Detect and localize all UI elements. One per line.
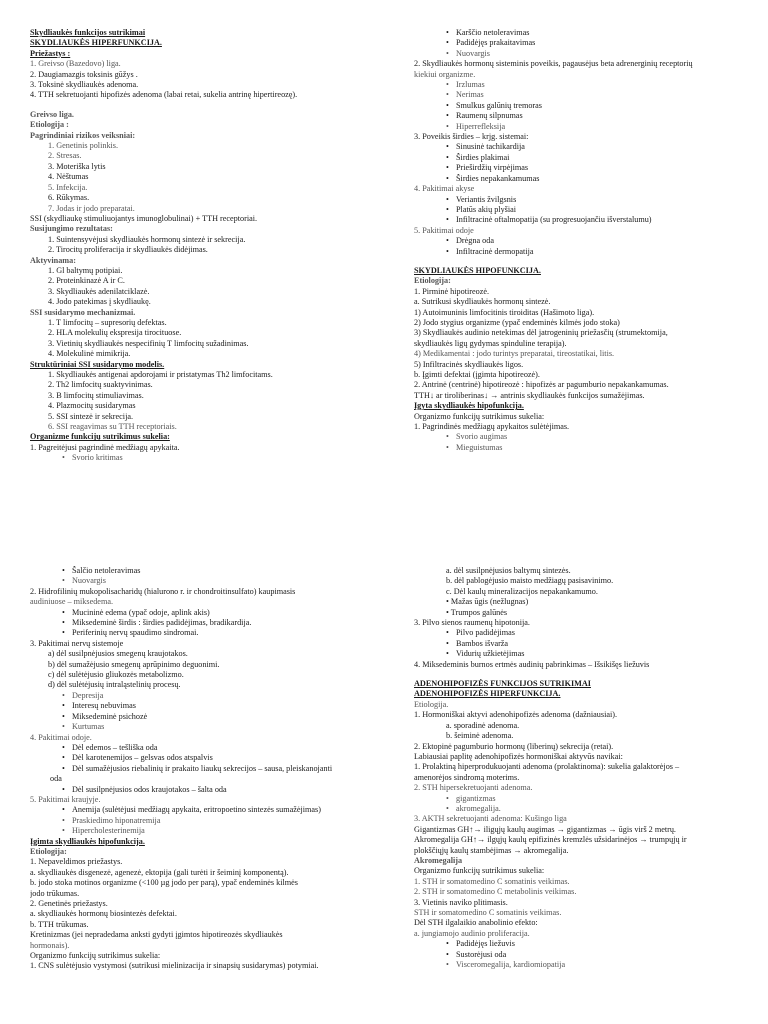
section-heading: ADENOHIPOFIZĖS FUNKCIJOS SUTRIKIMAI [414,679,591,689]
text-line: c. Dėl kaulų mineralizacijos nepakankamumo. [446,586,598,596]
text-line: 4. TTH sekretuojanti hipofizės adenoma (labai retai, sukelia antrinę hipertireozę). [30,90,298,100]
text-line: d) dėl sulėtėjusių intraląstelinių procesų. [48,680,181,690]
text-line: jodo trūkumas. [30,888,80,898]
bullet-item: • Karščio netoleravimas [414,28,768,38]
section-heading: SKYDLIAUKĖS HIPOFUNKCIJA. [414,265,541,275]
text-line: a. Sutrikusi skydliaukės hormonų sintezė. [414,297,551,307]
text-line: 1. Prolaktiną hiperprodukuojanti adenoma (prolaktinoma): sukelia galaktorėjos – [414,762,680,772]
text-line: 2. Th2 limfocitų suaktyvinimas. [48,380,153,390]
text-line: 1. Skydliaukės antigenai apdorojami ir pristatymas Th2 limfocitams. [48,370,273,379]
text-line: c) dėl sulėtėjusio gliukozės metabolizmo. [48,670,184,680]
bullet-item: • Infiltracinė oftalmopatija (su progresuojančiu išverstalumu) [414,215,768,225]
section-heading: Skydliaukės funkcijos sutrikimai [30,28,146,37]
text-line: 3. Moteriška lytis [48,161,106,171]
text-line: 5. SSI sintezė ir sekrecija. [48,411,134,421]
bullet-item: • Nuovargis [30,576,400,586]
bullet-item: • Mucininė edema (ypač odoje, aplink akis) [30,608,400,618]
bullet-item: • Nerimas [414,90,768,100]
bullet-item: • Širdies plakimai [414,153,768,163]
text-line: 3. Vietinių skydliaukės nespecifinių T limfocitų sužadinimas. [48,338,249,348]
bullet-item: • Vidurių užkietėjimas [414,649,768,659]
text-line: 2. STH ir somatomedino C metabolinis veikimas. [414,887,577,897]
section-heading: Akromegalija [414,855,463,865]
section-heading: Greivso liga. [30,109,74,119]
bullet-item: • Miksedeminė psichozė [30,712,400,722]
text-line: Organizmo funkcijų sutrikimus sukelia: [414,411,545,421]
section-heading: Organizme funkcijų sutrikimus sukelia: [30,432,170,442]
text-line: 1. CNS sulėtėjusio vystymosi (sutrikusi mielinizacija ir sinapsių susidarymas) potymiai. [30,961,319,971]
text-line: TTH↓ ar tiroliberinas↓ → antrinis skydliaukės funkcijos sumažėjimas. [414,390,645,400]
text-line: 4. Miksedeminis burnos ertmės audinių pabrinkimas – Išsikišęs liežuvis [414,659,650,669]
bullet-item: • Šalčio netoleravimas [30,566,400,576]
text-line: 4. Molekulinė mimikrija. [48,349,131,359]
text-line: 2) Jodo stygius organizme (ypač endeminės kilmės jodo stoka) [414,317,620,327]
bullet-item: • Svorio kritimas [30,453,400,463]
text-line: 1. Genetinis polinkis. [48,141,119,151]
text-line: a. dėl susilpnėjusios baltymų sintezės. [446,566,571,575]
text-line: 5. Pakitimai odoje [414,225,474,235]
text-line: 3. AKTH sekretuojanti adenoma: Kušingo liga [414,814,567,824]
text-line: a. skydliaukės disgenezė, agenezė, ektopija (gali turėti ir šeiminį komponentą). [30,867,289,877]
text-line [414,257,768,266]
text-line: 2. STH hipersekretuojanti adenoma. [414,783,533,793]
section-heading: Priežastys : [30,48,71,58]
text-line [414,670,768,679]
text-line: 1. Suintensyvėjusi skydliaukės hormonų sintezė ir sekrecija. [48,234,246,244]
text-line: a. skydliaukės hormonų biosintezės defektai. [30,909,177,919]
text-line: Akromegalija GH↑→ ilgųjų kaulų epifizinės kremzlės užsidarinėjos → trumpųjų ir [414,835,687,845]
text-line: 4) Medikamentai : jodo turintys preparatai, tireostatikai, litis. [414,349,615,359]
text-line: 3. B limfocitų stimuliavimas. [48,390,144,400]
page-top-right-column [414,28,768,453]
bullet-item: • Dėl sumažėjusios riebalinių ir prakaito liaukų sekrecijos – sausa, pleiskanojanti [30,764,400,774]
bullet-item: • Irzlumas [414,80,768,90]
bullet-item: • Dėl susilpnėjusios odos kraujotakos – šalta oda [30,785,400,795]
text-line: 2. Proteinkinazė A ir C. [48,276,125,286]
text-line: 2. Stresas. [48,151,82,161]
text-line: SSI (skydliaukę stimuliuojantys imunoglobulinai) + TTH receptoriai. [30,213,258,223]
bullet-item: • gigantizmas [414,794,768,804]
bullet-item: • Platūs akių plyšiai [414,205,768,215]
text-line: 4. Jodo patekimas į skydliaukę. [48,297,151,307]
page-bottom-left-column [30,566,400,972]
text-line: b. jodo stoka motinos organizme (<100 µg jodo per parą), ypač endeminės kilmės [30,878,298,888]
bullet-item: • Padidėjęs prakaitavimas [414,38,768,48]
bullet-item: • Kurtumas [30,722,400,732]
text-line: 1. Hormoniškai aktyvi adenohipofizės adenoma (dažniausiai). [414,710,618,720]
bullet-item: • Veriantis žvilgsnis [414,195,768,205]
text-line: 5. Infekcija. [48,182,88,192]
bullet-item: • Hipercholesterinemija [30,826,400,836]
bullet-item: • Miksedeminė širdis : širdies padidėjimas, bradikardija. [30,618,400,628]
bullet-item: • Dėl karotenemijos – gelsvas odos atspalvis [30,753,400,763]
text-line: 2. Skydliaukės hormonų sisteminis poveikis, pagausėjus beta adrenerginių receptorių [414,59,693,69]
text-line: 2. Genetinės priežastys. [30,899,108,908]
text-line: 2. Hidrofilinių mukopolisacharidų (hialurono r. ir chondroitinsulfato) kaupimasis [30,586,296,596]
bullet-item: • Padidėjęs liežuvis [414,939,768,949]
text-line: Etiologija. [414,699,449,709]
bullet-item: • Pilvo padidėjimas [414,628,768,638]
section-heading: SKYDLIAUKĖS HIPERFUNKCIJA. [30,38,162,48]
bullet-item: • Nuovargis [414,49,768,59]
text-line: b. šeiminė adenoma. [446,731,514,741]
section-heading: Struktūriniai SSI susidarymo modelis. [30,359,165,369]
bullet-item: • Širdies nepakankamumas [414,174,768,184]
bullet-item: • Dėl edemos – tešliška oda [30,743,400,753]
page-top-left-column [30,28,400,464]
text-line: 7. Jodas ir jodo preparatai. [48,203,135,213]
bullet-item: • Drėgna oda [414,236,768,246]
text-line: 2. Tirocitų proliferacija ir skydliaukės didėjimas. [48,245,208,255]
text-line: • Trumpos galūnės [446,607,508,617]
text-line: 1. Pirminė hipotireozė. [414,286,490,296]
bullet-item: • Raumenų silpnumas [414,111,768,121]
bullet-item: • Hiperrefleksija [414,122,768,132]
text-line: 2. HLA molekulių ekspresija tirocituose. [48,328,182,338]
text-line: 4. Pakitimai odoje. [30,732,92,742]
text-line: a) dėl susilpnėjusios smegenų kraujotakos. [48,649,188,659]
section-heading: Įgyta skydliaukės hipofunkcija. [414,401,524,411]
bullet-item: • Sustorėjusi oda [414,950,768,960]
bullet-item: • Mieguistumas [414,443,768,453]
text-line: 3. Pilvo sienos raumenų hipotonija. [414,618,530,628]
text-line: 4. Plazmocitų susidarymas [48,401,136,411]
section-heading: Aktyvinama: [30,255,76,265]
text-line: Organizmo funkcijų sutrikimus sukelia: [414,866,545,876]
bullet-item: • Visceromegalija, kardiomiopatija [414,960,768,970]
bullet-item: • Prieširdžių virpėjimas [414,163,768,173]
section-heading: Pagrindiniai rizikos veiksniai: [30,130,136,140]
page-bottom-right-column [414,566,768,970]
section-heading: Etiologija: [30,846,67,856]
text-line: 6. Rūkymas. [48,193,90,203]
section-heading: Susijungimo rezultatas: [30,224,113,234]
text-line: b. TTH trūkumas. [30,919,89,929]
bullet-item: • Anemija (sulėtėjusi medžiagų apykaita, eritropoetino sintezės sumažėjimas) [30,805,400,815]
text-line: 1. T limfocitų – supresorių defektas. [48,317,167,327]
text-line: Kretinizmas (jei nepradedama anksti gydyti įgimtos hipotireozės skydliaukės [30,930,283,940]
text-line: 2. Ektopinė pagumburio hormonų (liberinų) sekrecija (retai). [414,741,614,751]
section-heading: Įgimta skydliaukės hipofunkcija. [30,836,145,846]
text-line: Gigantizmas GH↑→ iligųjų kaulų augimas → gigantizmas → ūgis virš 2 metrų. [414,824,676,834]
bullet-item: • Interesų nebuvimas [30,701,400,711]
text-line: 3) Skydliaukės audinio netekimas dėl jatrogeninių priežasčių (strumektomija, [414,328,668,338]
bullet-item: • Smulkus galūnių tremoras [414,101,768,111]
text-line: 3. Skydliaukės adenilatciklazė. [48,286,150,296]
text-line: Labiausiai paplitę adenohipofizės hormoniškai aktyvūs navikai: [414,751,623,761]
bullet-item: • Svorio augimas [414,432,768,442]
text-line: oda [50,774,62,784]
text-line: plokščiųjų kaulų stambėjimas → akromegalija. [414,845,569,855]
text-line: a. sporadinė adenoma. [446,720,520,730]
text-line: 2. Daugiamazgis toksinis gūžys . [30,69,138,79]
bullet-item: • akromegalija. [414,804,768,814]
section-heading: ADENOHIPOFIZĖS HIPERFUNKCIJA. [414,689,561,699]
section-heading: SSI susidarymo mechanizmai. [30,307,136,317]
text-line: b. dėl pablogėjusio maisto medžiagų pasisavinimo. [446,576,614,586]
bullet-item: • Bambos išvarža [414,639,768,649]
text-line: 2. Antrinė (centrinė) hipotireozė : hipofizės ar pagumburio nepakankamumas. [414,380,669,390]
text-line: audiniuose – miksedema. [30,597,113,607]
text-line: 1. Gl baltymų potipiai. [48,265,123,275]
text-line: 5) Infiltracinės skydliaukės ligos. [414,359,524,369]
bullet-item: • Sinusinė tachikardija [414,142,768,152]
bullet-item: • Infiltracinė dermopatija [414,247,768,257]
text-line: amenorėjos sindromą moterims. [414,772,520,782]
text-line: 3. Pakitimai nervų sistemoje [30,638,124,648]
section-heading: Etiologija: [414,276,451,286]
text-line: 6. SSI reagavimas su TTH receptoriais. [48,422,177,432]
text-line: b. Įgimti defektai (įgimta hipotireozė). [414,370,540,379]
bullet-item: • Periferinių nervų spaudimo sindromai. [30,628,400,638]
text-line: skydliaukės ligų gydymas spinduline terapija). [414,338,567,348]
text-line: 3. Vietinis naviko plitimasis. [414,897,508,907]
text-line: hormonais). [30,940,70,950]
text-line: STH ir somatomedino C somatinis veikimas. [414,908,562,917]
bullet-item: • Depresija [30,691,400,701]
text-line: Organizmo funkcijų sutrikimus sukelia: [30,951,161,961]
text-line: • Mažas ūgis (nežlugnas) [446,597,529,607]
bullet-item: • Praskiedimo hiponatremija [30,816,400,826]
section-heading: Etiologija : [30,120,69,130]
text-line: 4. Nėštumas [48,172,89,182]
text-line: 3. Poveikis širdies – krjg. sistemai: [414,132,529,142]
text-line: 1. Pagrindinės medžiagų apykaitos sulėtėjimas. [414,422,570,432]
text-line: 1. Greivso (Bazedovo) liga. [30,59,121,69]
text-line: 4. Pakitimai akyse [414,184,475,194]
text-line: 1) Autoimuninis limfocitinis tiroiditas (Hašimoto liga). [414,307,595,317]
text-line: 5. Pakitimai kraujyje. [30,794,101,804]
text-line: b) dėl sumažėjusio smegenų aprūpinimo deguonimi. [48,659,220,669]
text-line: 1. Nepaveldimos priežastys. [30,857,123,867]
text-line: a. jungiamojo audinio proliferacija. [414,928,530,938]
text-line: 1. Pagreitėjusi pagrindinė medžiagų apykaita. [30,442,180,452]
text-line: Dėl STH ilgalaikio anabolinio efekto: [414,918,538,928]
text-line: 3. Toksinė skydliaukės adenoma. [30,80,139,90]
text-line: kiekiui organizme. [414,69,476,79]
text-line: 1. STH ir somatomedino C somatinis veikimas. [414,876,570,886]
text-line [30,101,400,110]
